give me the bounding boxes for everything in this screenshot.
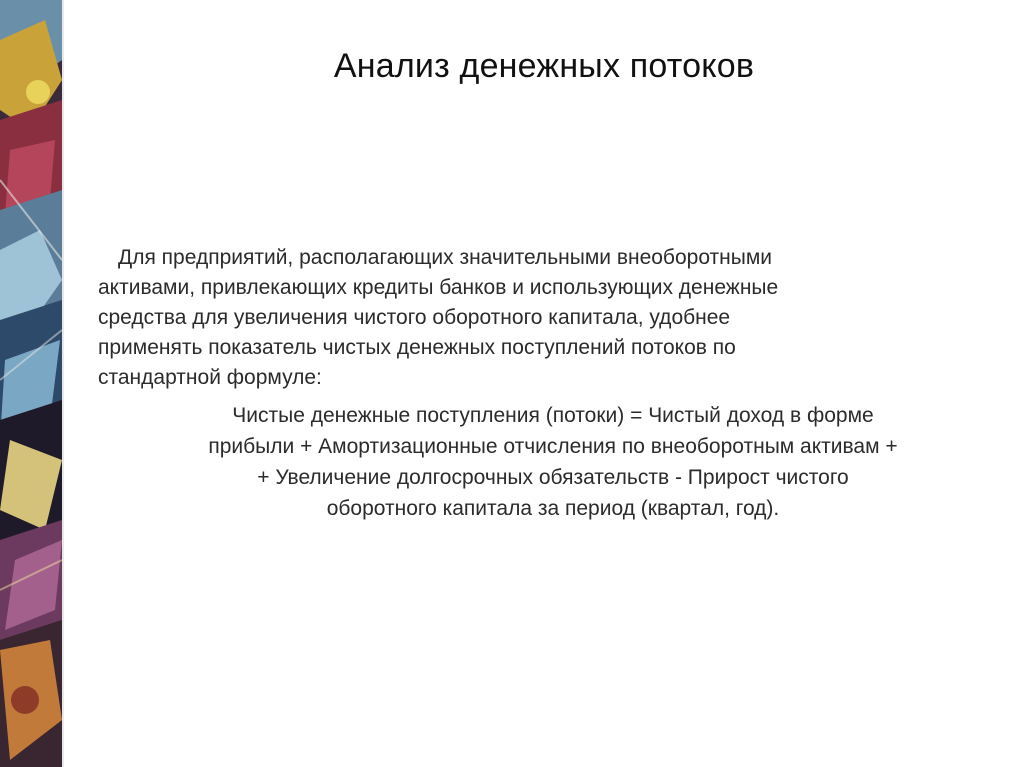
intro-line: стандартной формуле: <box>98 366 322 389</box>
abstract-art-image <box>0 0 62 767</box>
formula-line: Чистые денежные поступления (потоки) = Чистый доход в форме <box>232 404 874 427</box>
formula-line: оборотного капитала за период (квартал, год). <box>326 497 780 520</box>
formula-block <box>120 400 986 524</box>
intro-line: средства для увеличения чистого оборотного капитала, удобнее <box>98 306 731 329</box>
formula-line: прибыли + Амортизационные отчисления по внеоборотным активам + <box>208 435 898 458</box>
divider <box>62 0 64 767</box>
slide-title: Анализ денежных потоков <box>333 47 755 85</box>
decorative-artwork-strip <box>0 0 62 767</box>
intro-line: Для предприятий, располагающих значительными внеоборотными <box>118 246 773 269</box>
intro-paragraph <box>98 243 958 393</box>
intro-line: применять показатель чистых денежных поступлений потоков по <box>98 336 736 359</box>
intro-line: активами, привлекающих кредиты банков и использующих денежные <box>98 276 779 299</box>
formula-line: + Увеличение долгосрочных обязательств - Прирост чистого <box>257 466 849 489</box>
